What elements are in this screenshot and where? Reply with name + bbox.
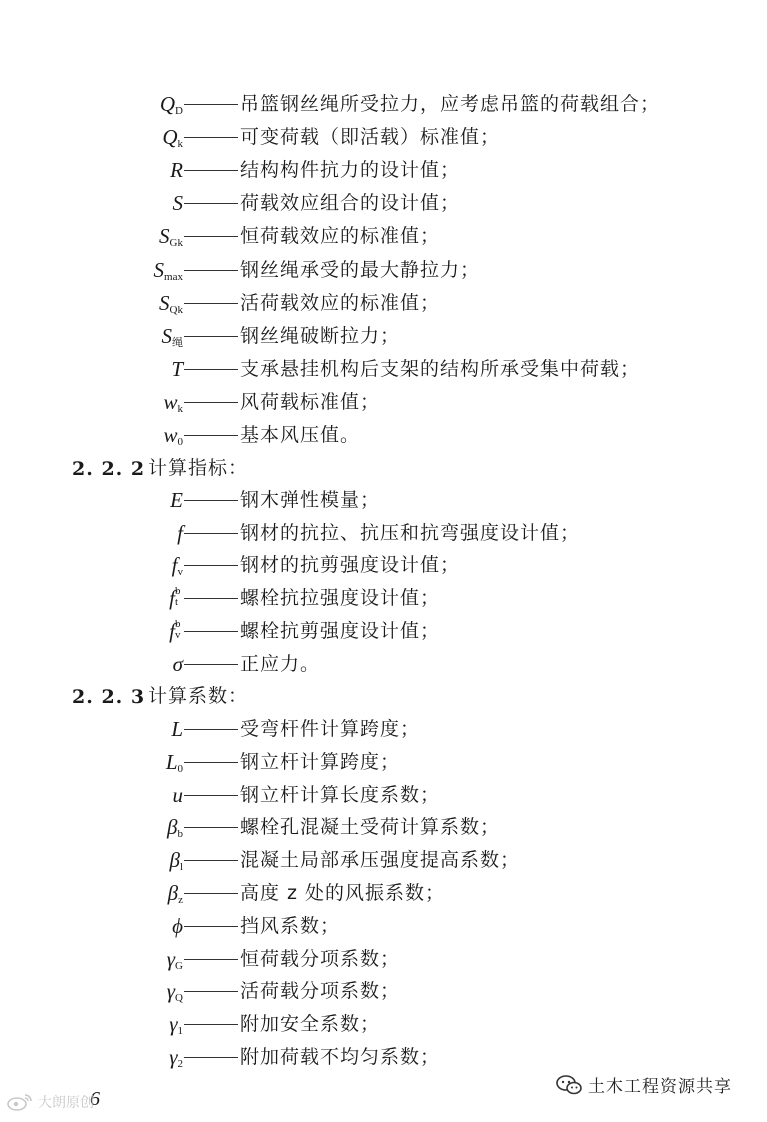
watermark-left xyxy=(6,1092,94,1112)
symbol-base: w xyxy=(163,423,178,447)
symbol-description: 钢材的抗拉、抗压和抗弯强度设计值； xyxy=(240,521,581,544)
symbol-description: 挡风系数； xyxy=(240,914,341,937)
em-dash-separator xyxy=(184,435,238,436)
symbol-base: S xyxy=(159,290,170,315)
symbol-description: 正应力。 xyxy=(240,652,321,675)
symbol-subscript: 2 xyxy=(177,1058,183,1070)
em-dash-separator xyxy=(184,729,238,730)
wechat-icon xyxy=(556,1074,582,1096)
symbol xyxy=(173,187,184,219)
symbol-superscript: b xyxy=(175,617,181,630)
symbol-subscript: D xyxy=(175,105,183,117)
em-dash-separator xyxy=(184,402,238,403)
symbol-subscript: b xyxy=(177,828,183,841)
symbol xyxy=(160,88,183,120)
watermark-right xyxy=(556,1072,732,1097)
symbol-description: 恒荷载效应的标准值； xyxy=(240,225,441,248)
em-dash-separator xyxy=(184,893,238,894)
symbol-base: f xyxy=(171,553,178,578)
symbol-base: β xyxy=(167,881,179,905)
symbol xyxy=(169,1041,183,1073)
symbol-description: 螺栓抗拉强度设计值； xyxy=(240,587,441,610)
em-dash-separator xyxy=(184,533,238,534)
symbol xyxy=(172,910,183,942)
section-number: 2. 2. 3 xyxy=(72,686,146,708)
em-dash-separator xyxy=(184,303,238,304)
symbol-row xyxy=(0,517,767,549)
symbol-base: γ xyxy=(169,1012,178,1037)
symbol-subscript: 1 xyxy=(177,1025,183,1038)
em-dash-separator xyxy=(184,762,238,763)
symbol-description: 附加荷载不均匀系数； xyxy=(240,1046,441,1068)
symbol xyxy=(168,877,183,909)
symbol xyxy=(167,811,183,843)
symbol-base: γ xyxy=(169,1045,178,1069)
symbol-indices xyxy=(175,582,183,609)
symbol-base: S xyxy=(159,224,170,249)
symbol-description: 荷载效应组合的设计值； xyxy=(240,192,461,215)
symbol-description: 螺栓抗剪强度设计值； xyxy=(240,619,441,642)
section-heading-2-2-3 xyxy=(72,680,752,712)
symbol-row xyxy=(0,254,767,286)
symbol-description: 钢立杆计算跨度； xyxy=(240,750,401,773)
symbol xyxy=(159,287,183,319)
symbol-row xyxy=(0,877,767,909)
symbol-base: L xyxy=(171,717,183,741)
symbol xyxy=(169,1008,183,1040)
symbol xyxy=(173,779,184,811)
symbol-base: E xyxy=(170,488,183,512)
em-dash-separator xyxy=(184,827,238,828)
symbol-subscript: G xyxy=(175,959,183,972)
symbol-subscript: Q xyxy=(175,992,183,1005)
symbol-description: 吊篮钢丝绳所受拉力，应考虑吊篮的荷载组合； xyxy=(240,93,661,115)
symbol-row xyxy=(0,220,767,252)
em-dash-separator xyxy=(184,369,238,370)
page-number: 6 xyxy=(90,1088,100,1110)
symbol-row xyxy=(0,615,767,647)
em-dash-separator xyxy=(184,991,238,992)
symbol-row xyxy=(0,320,767,352)
symbol-base: γ xyxy=(166,979,176,1004)
watermark-left-text: 大朗原创 xyxy=(38,1095,94,1111)
symbol xyxy=(163,419,183,451)
symbol-description: 附加安全系数； xyxy=(240,1013,381,1036)
symbol-base: f xyxy=(169,618,175,643)
section-title: 计算指标： xyxy=(148,457,249,479)
em-dash-separator xyxy=(184,860,238,861)
symbol-base: f xyxy=(177,520,183,545)
symbol xyxy=(163,386,183,418)
watermark-right-text: 土木工程资源共享 xyxy=(588,1077,732,1097)
symbol xyxy=(170,484,183,516)
section-number: 2. 2. 2 xyxy=(72,458,146,480)
em-dash-separator xyxy=(184,170,238,171)
symbol xyxy=(169,844,183,876)
symbol-base: Q xyxy=(159,92,176,116)
symbol xyxy=(154,254,183,286)
symbol-subscript: v xyxy=(175,628,181,641)
symbol-row xyxy=(0,121,767,153)
symbol xyxy=(177,517,183,549)
symbol xyxy=(169,582,183,614)
section-heading-2-2-2 xyxy=(72,452,752,484)
symbol-base: R xyxy=(170,158,183,183)
em-dash-separator xyxy=(184,664,238,665)
symbol-row xyxy=(0,484,767,516)
symbol-description: 螺栓孔混凝土受荷计算系数； xyxy=(240,816,501,839)
symbol xyxy=(166,746,183,778)
symbol-description: 风荷载标准值； xyxy=(240,390,381,413)
symbol-row xyxy=(0,386,767,418)
symbol-base: u xyxy=(172,782,183,807)
symbol-description: 活荷载效应的标准值； xyxy=(240,291,441,314)
symbol xyxy=(170,154,183,186)
symbol-subscript: max xyxy=(164,270,183,283)
symbol-description: 钢材的抗剪强度设计值； xyxy=(240,554,461,577)
symbol-row xyxy=(0,582,767,614)
em-dash-separator xyxy=(184,795,238,796)
em-dash-separator xyxy=(184,236,238,237)
symbol-row xyxy=(0,975,767,1007)
symbol-row xyxy=(0,549,767,581)
symbol-base: ϕ xyxy=(172,913,183,938)
symbol-row xyxy=(0,187,767,219)
symbol-superscript: b xyxy=(175,585,181,598)
symbol-subscript: z xyxy=(178,894,183,906)
symbol-subscript: t xyxy=(175,596,179,609)
em-dash-separator xyxy=(184,270,238,271)
weibo-logo-icon xyxy=(6,1093,34,1111)
symbol-row xyxy=(0,1008,767,1040)
symbol-base: Q xyxy=(162,125,178,150)
symbol-description: 混凝土局部承压强度提高系数； xyxy=(240,849,521,872)
symbol-description: 恒荷载分项系数； xyxy=(240,947,401,970)
symbol-subscript: l xyxy=(179,861,183,874)
symbol-subscript: 0 xyxy=(177,762,183,775)
symbol xyxy=(173,648,183,680)
symbol-description: 钢木弹性模量； xyxy=(240,489,381,511)
symbol xyxy=(171,713,183,745)
symbol-row xyxy=(0,779,767,811)
symbol-description: 钢丝绳承受的最大静拉力； xyxy=(240,258,481,281)
symbol-description: 活荷载分项系数； xyxy=(240,980,401,1003)
symbol-base: σ xyxy=(172,651,183,676)
em-dash-separator xyxy=(184,1057,238,1058)
symbol-row xyxy=(0,1041,767,1073)
symbol-subscript: k xyxy=(177,138,183,151)
symbol xyxy=(167,975,183,1007)
em-dash-separator xyxy=(184,137,238,138)
em-dash-separator xyxy=(184,631,238,632)
symbol-subscript: k xyxy=(177,402,183,415)
em-dash-separator xyxy=(184,926,238,927)
symbol-base: S xyxy=(161,323,172,348)
symbol xyxy=(167,943,183,975)
symbol-row xyxy=(0,943,767,975)
symbol-row xyxy=(0,811,767,843)
symbol-base: f xyxy=(169,586,175,611)
symbol-row xyxy=(0,88,767,120)
symbol xyxy=(171,353,183,385)
symbol-row xyxy=(0,746,767,778)
symbol xyxy=(162,121,183,153)
symbol-base: S xyxy=(153,257,165,282)
symbol-description: 高度 z 处的风振系数； xyxy=(240,882,446,904)
symbol-row xyxy=(0,910,767,942)
symbol-base: β xyxy=(167,815,178,840)
symbol-description: 支承悬挂机构后支架的结构所承受集中荷载； xyxy=(240,357,641,380)
symbol-base: S xyxy=(172,191,183,216)
symbol-subscript: 0 xyxy=(177,436,183,448)
symbol-description: 受弯杆件计算跨度； xyxy=(240,718,421,740)
symbol-description: 基本风压值。 xyxy=(240,424,361,446)
symbol-indices xyxy=(175,615,183,641)
symbol-row xyxy=(0,353,767,385)
symbol-description: 可变荷载（即活载）标准值； xyxy=(240,126,501,149)
em-dash-separator xyxy=(184,336,238,337)
symbol-row xyxy=(0,844,767,876)
symbol-row xyxy=(0,648,767,680)
em-dash-separator xyxy=(184,565,238,566)
symbol xyxy=(172,549,183,581)
em-dash-separator xyxy=(184,203,238,204)
symbol-row xyxy=(0,287,767,319)
symbol-row xyxy=(0,154,767,186)
em-dash-separator xyxy=(184,959,238,960)
symbol-subscript: Gk xyxy=(169,237,183,250)
symbol-subscript: v xyxy=(177,566,183,579)
symbol xyxy=(169,615,183,647)
symbol-subscript: 绳 xyxy=(172,336,183,349)
symbol-row xyxy=(0,713,767,745)
symbol-description: 钢立杆计算长度系数； xyxy=(240,783,441,806)
em-dash-separator xyxy=(184,598,238,599)
symbol-base: γ xyxy=(166,946,176,971)
symbol-base: β xyxy=(169,848,180,873)
symbol-row xyxy=(0,419,767,451)
symbol-description: 结构构件抗力的设计值； xyxy=(240,159,461,182)
em-dash-separator xyxy=(184,1024,238,1025)
symbol-base: w xyxy=(163,389,178,414)
symbol-base: T xyxy=(171,356,183,381)
em-dash-separator xyxy=(184,104,238,105)
symbol-base: L xyxy=(165,749,178,774)
section-title: 计算系数： xyxy=(148,685,249,707)
symbol-subscript: Qk xyxy=(169,303,183,316)
symbol-description: 钢丝绳破断拉力； xyxy=(240,324,401,347)
symbol xyxy=(162,320,184,352)
em-dash-separator xyxy=(184,500,238,501)
symbol xyxy=(159,220,183,252)
